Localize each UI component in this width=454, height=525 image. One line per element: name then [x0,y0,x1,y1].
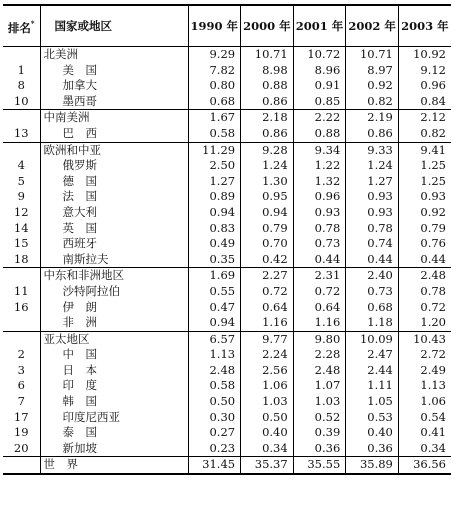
value-cell: 10.43 [398,331,451,347]
rank-cell: 12 [13,204,29,219]
value-cell: 36.56 [398,457,451,474]
value-cell: 0.58 [188,126,241,142]
region-group-row [3,110,451,126]
header-year: 2002 年 [346,5,399,47]
data-table-container [3,4,451,475]
table-row [3,315,451,331]
value-cell: 0.78 [398,284,451,300]
value-cell: 0.79 [398,221,451,237]
rank-cell: 5 [17,173,25,188]
region-name-cell: 墨西哥 [40,94,188,110]
rank-cell [3,331,40,347]
value-cell: 2.44 [346,363,399,379]
table-row [3,158,451,174]
value-cell: 1.27 [346,174,399,190]
value-cell: 0.41 [398,425,451,441]
table-row [3,363,451,379]
header-row [3,5,451,47]
rank-cell [3,268,40,284]
rank-cell [3,142,40,158]
header-year: 1990 年 [188,5,241,47]
value-cell: 2.31 [293,268,346,284]
value-cell: 0.54 [398,410,451,426]
value-cell: 0.85 [293,94,346,110]
region-name-cell: 中南美洲 [40,110,188,126]
region-name-cell: 加拿大 [40,78,188,94]
value-cell: 0.68 [346,300,399,316]
rank-cell: 2 [17,347,25,362]
value-cell: 0.34 [241,441,294,457]
value-cell: 10.72 [293,47,346,63]
region-name-cell: 北美洲 [40,47,188,63]
rank-cell [3,457,40,474]
rank-cell: 7 [17,394,25,409]
value-cell: 0.93 [346,189,399,205]
rank-cell: 16 [13,299,29,314]
value-cell: 9.41 [398,142,451,158]
value-cell: 0.86 [241,94,294,110]
region-name-cell: 沙特阿拉伯 [40,284,188,300]
region-group-row [3,268,451,284]
value-cell: 2.22 [293,110,346,126]
value-cell: 6.57 [188,331,241,347]
value-cell: 35.37 [241,457,294,474]
region-name-cell: 日 本 [40,363,188,379]
table-header [3,5,451,47]
region-name-cell: 德 国 [40,174,188,190]
region-name-cell: 非 洲 [40,315,188,331]
value-cell: 10.71 [346,47,399,63]
value-cell: 2.19 [346,110,399,126]
total-row [3,457,451,474]
value-cell: 2.48 [293,363,346,379]
value-cell: 0.44 [398,252,451,268]
value-cell: 0.92 [398,205,451,221]
rank-cell: 10 [13,93,29,108]
value-cell: 8.98 [241,63,294,79]
value-cell: 2.50 [188,158,241,174]
value-cell: 1.16 [293,315,346,331]
value-cell: 0.52 [293,410,346,426]
table-row [3,221,451,237]
header-region: 国家或地区 [40,5,188,47]
header-year: 2003 年 [398,5,451,47]
value-cell: 2.12 [398,110,451,126]
value-cell: 31.45 [188,457,241,474]
region-name-cell: 中东和非洲地区 [40,268,188,284]
value-cell: 0.94 [188,315,241,331]
value-cell: 9.28 [241,142,294,158]
value-cell: 0.47 [188,300,241,316]
table-row [3,94,451,110]
header-rank-label: 排名 [7,21,31,35]
table-body [3,47,451,475]
value-cell: 9.29 [188,47,241,63]
value-cell: 0.95 [241,189,294,205]
value-cell: 0.76 [398,236,451,252]
header-year: 2000 年 [241,5,294,47]
region-name-cell: 泰 国 [40,425,188,441]
table-row [3,441,451,457]
value-cell: 0.50 [241,410,294,426]
table-row [3,174,451,190]
value-cell: 0.93 [293,205,346,221]
table-row [3,284,451,300]
region-name-cell: 南斯拉夫 [40,252,188,268]
region-name-cell: 俄罗斯 [40,158,188,174]
energy-data-table [3,4,451,475]
value-cell: 2.56 [241,363,294,379]
value-cell: 0.86 [241,126,294,142]
value-cell: 0.44 [346,252,399,268]
region-name-cell: 中 国 [40,347,188,363]
value-cell: 0.64 [241,300,294,316]
value-cell: 2.27 [241,268,294,284]
value-cell: 0.53 [346,410,399,426]
table-row [3,410,451,426]
rank-cell: 20 [13,440,29,455]
value-cell: 2.48 [188,363,241,379]
value-cell: 0.58 [188,378,241,394]
value-cell: 8.96 [293,63,346,79]
value-cell: 0.94 [188,205,241,221]
value-cell: 0.84 [398,94,451,110]
value-cell: 1.24 [346,158,399,174]
value-cell: 1.11 [346,378,399,394]
value-cell: 0.78 [346,221,399,237]
value-cell: 7.82 [188,63,241,79]
value-cell: 11.29 [188,142,241,158]
value-cell: 0.89 [188,189,241,205]
rank-cell: 9 [17,189,25,204]
region-name-cell: 意大利 [40,205,188,221]
value-cell: 1.03 [293,394,346,410]
value-cell: 0.50 [188,394,241,410]
value-cell: 1.06 [241,378,294,394]
value-cell: 0.30 [188,410,241,426]
value-cell: 1.18 [346,315,399,331]
value-cell: 0.82 [398,126,451,142]
value-cell: 0.72 [398,300,451,316]
value-cell: 1.69 [188,268,241,284]
value-cell: 2.72 [398,347,451,363]
value-cell: 0.86 [346,126,399,142]
region-name-cell: 韩 国 [40,394,188,410]
region-name-cell: 印 度 [40,378,188,394]
region-name-cell: 世 界 [40,457,188,474]
value-cell: 9.34 [293,142,346,158]
value-cell: 1.22 [293,158,346,174]
value-cell: 0.78 [293,221,346,237]
value-cell: 0.72 [241,284,294,300]
value-cell: 0.73 [346,284,399,300]
value-cell: 0.35 [188,252,241,268]
table-row [3,78,451,94]
rank-cell: 15 [13,236,29,251]
value-cell: 10.92 [398,47,451,63]
value-cell: 0.27 [188,425,241,441]
table-row [3,394,451,410]
value-cell: 2.24 [241,347,294,363]
region-group-row [3,47,451,63]
value-cell: 0.83 [188,221,241,237]
value-cell: 2.28 [293,347,346,363]
value-cell: 9.33 [346,142,399,158]
value-cell: 35.89 [346,457,399,474]
table-row [3,425,451,441]
value-cell: 0.40 [346,425,399,441]
value-cell: 0.82 [346,94,399,110]
value-cell: 0.94 [241,205,294,221]
region-name-cell: 亚太地区 [40,331,188,347]
value-cell: 0.39 [293,425,346,441]
region-name-cell: 伊 朗 [40,300,188,316]
value-cell: 1.03 [241,394,294,410]
value-cell: 0.34 [398,441,451,457]
rank-cell: 17 [13,409,29,424]
table-row [3,205,451,221]
value-cell: 0.42 [241,252,294,268]
rank-cell: 4 [17,158,25,173]
table-row [3,63,451,79]
rank-cell: 11 [13,283,29,298]
region-name-cell: 法 国 [40,189,188,205]
rank-cell: 18 [13,251,29,266]
value-cell: 10.71 [241,47,294,63]
value-cell: 8.97 [346,63,399,79]
table-row [3,347,451,363]
value-cell: 0.92 [346,78,399,94]
value-cell: 9.12 [398,63,451,79]
value-cell: 1.13 [188,347,241,363]
value-cell: 1.07 [293,378,346,394]
value-cell: 0.74 [346,236,399,252]
value-cell: 0.23 [188,441,241,457]
value-cell: 1.25 [398,174,451,190]
value-cell: 0.64 [293,300,346,316]
value-cell: 10.09 [346,331,399,347]
value-cell: 0.79 [241,221,294,237]
table-row [3,378,451,394]
rank-cell: 6 [17,378,25,393]
value-cell: 2.18 [241,110,294,126]
table-row [3,126,451,142]
region-name-cell: 英 国 [40,221,188,237]
region-group-row [3,331,451,347]
table-row [3,236,451,252]
value-cell: 0.40 [241,425,294,441]
value-cell: 9.80 [293,331,346,347]
table-row [3,300,451,316]
value-cell: 1.13 [398,378,451,394]
header-rank-mark: * [30,19,35,28]
rank-cell: 13 [13,125,29,140]
value-cell: 0.93 [346,205,399,221]
table-row [3,252,451,268]
region-name-cell: 美 国 [40,63,188,79]
value-cell: 0.96 [398,78,451,94]
header-year: 2001 年 [293,5,346,47]
value-cell: 1.16 [241,315,294,331]
region-name-cell: 印度尼西亚 [40,410,188,426]
value-cell: 0.49 [188,236,241,252]
value-cell: 2.48 [398,268,451,284]
region-name-cell: 西班牙 [40,236,188,252]
value-cell: 0.72 [293,284,346,300]
region-name-cell: 新加坡 [40,441,188,457]
rank-cell: 14 [13,220,29,235]
value-cell: 1.32 [293,174,346,190]
value-cell: 0.73 [293,236,346,252]
value-cell: 9.77 [241,331,294,347]
rank-cell: 1 [17,62,25,77]
value-cell: 1.20 [398,315,451,331]
value-cell: 1.27 [188,174,241,190]
value-cell: 2.49 [398,363,451,379]
value-cell: 2.40 [346,268,399,284]
value-cell: 1.05 [346,394,399,410]
rank-cell: 3 [17,362,25,377]
region-name-cell: 巴 西 [40,126,188,142]
rank-cell [3,47,40,63]
rank-cell: 8 [17,78,25,93]
value-cell: 0.91 [293,78,346,94]
value-cell: 1.25 [398,158,451,174]
value-cell: 0.55 [188,284,241,300]
region-group-row [3,142,451,158]
table-row [3,189,451,205]
value-cell: 0.93 [398,189,451,205]
value-cell: 0.80 [188,78,241,94]
value-cell: 1.30 [241,174,294,190]
value-cell: 0.36 [293,441,346,457]
value-cell: 0.70 [241,236,294,252]
value-cell: 1.06 [398,394,451,410]
value-cell: 1.24 [241,158,294,174]
value-cell: 35.55 [293,457,346,474]
rank-cell [3,315,40,331]
value-cell: 0.88 [293,126,346,142]
header-rank [3,5,40,47]
value-cell: 0.44 [293,252,346,268]
value-cell: 1.67 [188,110,241,126]
value-cell: 0.36 [346,441,399,457]
value-cell: 0.68 [188,94,241,110]
rank-cell [3,110,40,126]
value-cell: 0.88 [241,78,294,94]
region-name-cell: 欧洲和中亚 [40,142,188,158]
value-cell: 2.47 [346,347,399,363]
rank-cell: 19 [13,425,29,440]
value-cell: 0.96 [293,189,346,205]
